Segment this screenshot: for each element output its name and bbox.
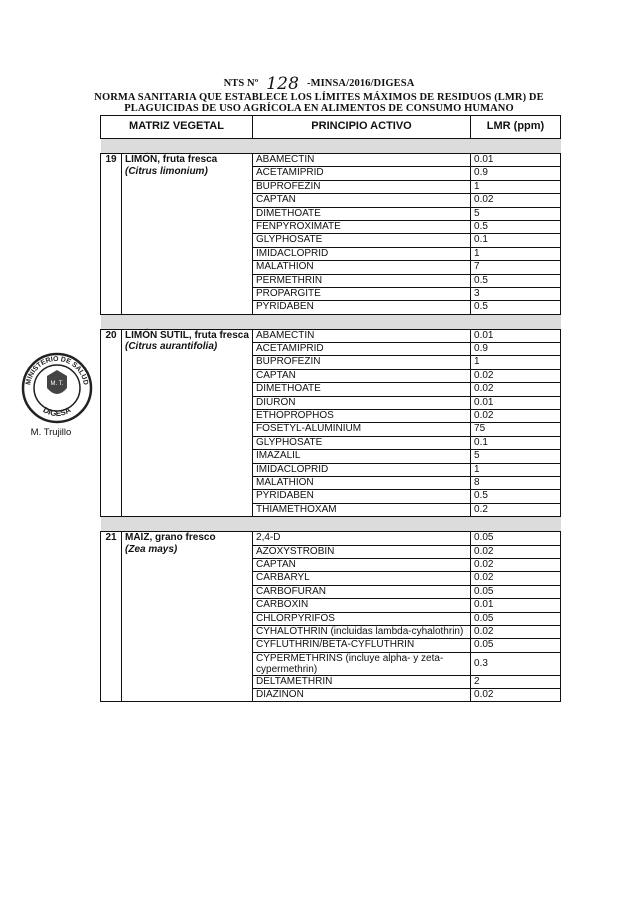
document-header (0, 74, 638, 94)
active-ingredient-cell: ABAMECTIN (253, 154, 471, 167)
group-separator-row (101, 517, 561, 532)
active-ingredient-cell: DIAZINON (253, 689, 471, 702)
lmr-value-cell: 8 (471, 476, 561, 489)
lmr-value-cell: 0.01 (471, 599, 561, 612)
active-ingredient-cell: FOSETYL-ALUMINIUM (253, 423, 471, 436)
lmr-value-cell: 1 (471, 463, 561, 476)
active-ingredient-cell: DELTAMETHRIN (253, 675, 471, 688)
lmr-value-cell: 0.05 (471, 585, 561, 598)
table-row (101, 532, 561, 545)
matrix-scientific-name: (Citrus limonium) (125, 165, 208, 177)
table-row (101, 329, 561, 342)
lmr-value-cell: 0.02 (471, 383, 561, 396)
lmr-value-cell: 0.5 (471, 274, 561, 287)
active-ingredient-cell: IMIDACLOPRID (253, 463, 471, 476)
active-ingredient-cell: CHLORPYRIFOS (253, 612, 471, 625)
lmr-value-cell: 1 (471, 247, 561, 260)
active-ingredient-cell: PYRIDABEN (253, 490, 471, 503)
lmr-value-cell: 0.1 (471, 436, 561, 449)
lmr-value-cell: 3 (471, 287, 561, 300)
lmr-value-cell: 0.05 (471, 612, 561, 625)
group-number: 20 (101, 329, 122, 516)
lmr-value-cell: 0.5 (471, 220, 561, 233)
active-ingredient-cell: GLYPHOSATE (253, 436, 471, 449)
lmr-value-cell: 75 (471, 423, 561, 436)
lmr-value-cell: 0.3 (471, 652, 561, 675)
column-header-matrix: MATRIZ VEGETAL (101, 116, 253, 139)
active-ingredient-cell: CYHALOTHRIN (incluidas lambda-cyhalothrin) (253, 625, 471, 638)
active-ingredient-cell: 2,4-D (253, 532, 471, 545)
active-ingredient-cell: CARBARYL (253, 572, 471, 585)
lmr-value-cell: 2 (471, 675, 561, 688)
active-ingredient-cell: MALATHION (253, 476, 471, 489)
matrix-scientific-name: (Zea mays) (125, 543, 178, 555)
active-ingredient-cell: IMIDACLOPRID (253, 247, 471, 260)
svg-text:DIGESA (42, 405, 73, 418)
stamp-bottom-text: DIGESA (41, 405, 73, 419)
active-ingredient-cell: ACETAMIPRID (253, 343, 471, 356)
lmr-value-cell: 0.02 (471, 689, 561, 702)
matrix-cell (122, 329, 253, 516)
active-ingredient-cell: CYFLUTHRIN/BETA-CYFLUTHRIN (253, 639, 471, 652)
lmr-value-cell: 0.2 (471, 503, 561, 516)
active-ingredient-cell: PROPARGITE (253, 287, 471, 300)
active-ingredient-cell: CAPTAN (253, 194, 471, 207)
matrix-cell (122, 532, 253, 702)
lmr-value-cell: 0.02 (471, 572, 561, 585)
group-number: 19 (101, 154, 122, 315)
lmr-value-cell: 5 (471, 207, 561, 220)
active-ingredient-cell: DIURON (253, 396, 471, 409)
active-ingredient-cell: THIAMETHOXAM (253, 503, 471, 516)
lmr-value-cell: 0.02 (471, 369, 561, 382)
lmr-value-cell: 5 (471, 450, 561, 463)
lmr-value-cell: 0.02 (471, 558, 561, 571)
active-ingredient-cell: MALATHION (253, 261, 471, 274)
table-header-row (101, 116, 561, 139)
lmr-value-cell: 0.5 (471, 301, 561, 314)
lmr-value-cell: 0.02 (471, 625, 561, 638)
group-number: 21 (101, 532, 122, 702)
active-ingredient-cell: ABAMECTIN (253, 329, 471, 342)
column-header-active: PRINCIPIO ACTIVO (253, 116, 471, 139)
lmr-value-cell: 0.01 (471, 154, 561, 167)
lmr-value-cell: 0.05 (471, 639, 561, 652)
lmr-value-cell: 0.01 (471, 396, 561, 409)
active-ingredient-cell: PERMETHRIN (253, 274, 471, 287)
lmr-value-cell: 1 (471, 180, 561, 193)
active-ingredient-cell: FENPYROXIMATE (253, 220, 471, 233)
active-ingredient-cell: CYPERMETHRINS (incluye alpha- y zeta-cypermethrin) (253, 652, 471, 675)
stamp-top-text: MINISTERIO DE SALUD (25, 355, 89, 386)
matrix-cell (122, 154, 253, 315)
active-ingredient-cell: DIMETHOATE (253, 383, 471, 396)
lmr-value-cell: 0.05 (471, 532, 561, 545)
active-ingredient-cell: ETHOPROPHOS (253, 410, 471, 423)
column-header-lmr: LMR (ppm) (471, 116, 561, 139)
active-ingredient-cell: GLYPHOSATE (253, 234, 471, 247)
matrix-scientific-name: (Citrus aurantifolia) (125, 341, 218, 353)
lmr-value-cell: 0.02 (471, 410, 561, 423)
group-separator-row (101, 139, 561, 154)
lmr-value-cell: 0.9 (471, 167, 561, 180)
active-ingredient-cell: CAPTAN (253, 369, 471, 382)
matrix-name: LIMÓN, fruta fresca (125, 154, 218, 165)
lmr-value-cell: 0.02 (471, 194, 561, 207)
nts-number-handwritten: 128 (266, 74, 300, 94)
lmr-value-cell: 0.02 (471, 545, 561, 558)
active-ingredient-cell: AZOXYSTROBIN (253, 545, 471, 558)
active-ingredient-cell: IMAZALIL (253, 450, 471, 463)
table-row (101, 154, 561, 167)
stamp-center-text: M. T. (50, 381, 64, 387)
active-ingredient-cell: ACETAMIPRID (253, 167, 471, 180)
lmr-value-cell: 1 (471, 356, 561, 369)
active-ingredient-cell: CAPTAN (253, 558, 471, 571)
stamp-signer-name: M. Trujillo (30, 427, 72, 438)
lmr-value-cell: 7 (471, 261, 561, 274)
nts-prefix: NTS Nº (223, 78, 259, 89)
lmr-value-cell: 0.9 (471, 343, 561, 356)
active-ingredient-cell: PYRIDABEN (253, 301, 471, 314)
active-ingredient-cell: BUPROFEZIN (253, 356, 471, 369)
lmr-value-cell: 0.1 (471, 234, 561, 247)
lmr-value-cell: 0.01 (471, 329, 561, 342)
active-ingredient-cell: DIMETHOATE (253, 207, 471, 220)
official-seal-stamp (21, 352, 93, 424)
active-ingredient-cell: CARBOFURAN (253, 585, 471, 598)
nts-suffix: -MINSA/2016/DIGESA (307, 78, 415, 89)
document-title-line-2: PLAGUICIDAS DE USO AGRÍCOLA EN ALIMENTOS DE CONSUMO HUMANO (124, 103, 514, 114)
matrix-name: LIMÓN SUTIL, fruta fresca (125, 329, 249, 341)
group-separator-row (101, 314, 561, 329)
lmr-value-cell: 0.5 (471, 490, 561, 503)
document-title-line-1: NORMA SANITARIA QUE ESTABLECE LOS LÍMITES MÁXIMOS DE RESIDUOS (LMR) DE (94, 92, 544, 103)
active-ingredient-cell: BUPROFEZIN (253, 180, 471, 193)
lmr-table (100, 115, 561, 702)
matrix-name: MAÍZ, grano fresco (125, 532, 216, 544)
active-ingredient-cell: CARBOXIN (253, 599, 471, 612)
